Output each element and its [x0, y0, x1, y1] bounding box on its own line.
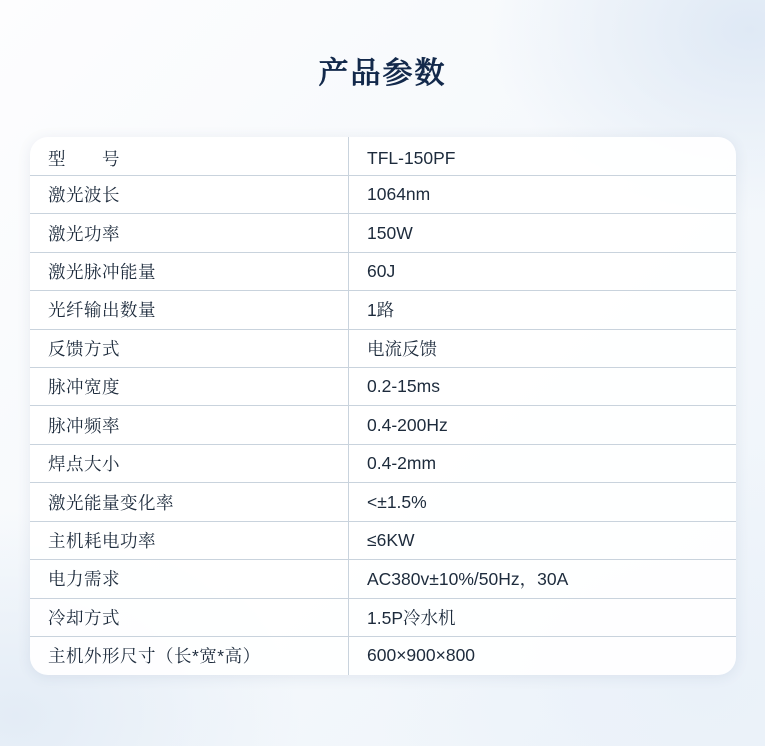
spec-value: 600×900×800 [367, 645, 476, 666]
spec-key: 冷却方式 [30, 598, 349, 636]
spec-value: 1064nm [349, 175, 737, 213]
table-row [30, 291, 736, 329]
table-row [30, 636, 736, 675]
table-row [30, 214, 736, 252]
table-row [30, 598, 736, 636]
spec-key: 激光功率 [30, 214, 349, 252]
spec-key: 激光脉冲能量 [30, 252, 349, 290]
spec-value: 0.4-2mm [349, 444, 737, 482]
spec-card [30, 137, 736, 675]
table-row [30, 175, 736, 213]
spec-value: 60J [349, 252, 737, 290]
spec-value: 电流反馈 [349, 329, 737, 367]
spec-value: TFL-150PF [349, 137, 737, 175]
spec-key: 脉冲宽度 [30, 368, 349, 406]
table-row [30, 560, 736, 598]
spec-key: 光纤输出数量 [30, 291, 349, 329]
table-row [30, 521, 736, 559]
spec-value: 0.2-15ms [349, 368, 737, 406]
spec-value: ≤6KW [349, 521, 737, 559]
table-row [30, 368, 736, 406]
spec-value: 150W [349, 214, 737, 252]
spec-key: 型 号 [30, 137, 349, 175]
spec-value: 1.5P冷水机 [349, 598, 737, 636]
table-row [30, 252, 736, 290]
table-row [30, 406, 736, 444]
page-title: 产品参数 [318, 57, 447, 90]
table-row [30, 444, 736, 482]
spec-key: 焊点大小 [30, 444, 349, 482]
spec-key: 激光能量变化率 [30, 483, 349, 521]
spec-value: 0.4-200Hz [349, 406, 737, 444]
spec-key: 主机耗电功率 [30, 521, 349, 559]
table-row [30, 483, 736, 521]
spec-table [30, 137, 736, 675]
spec-key: 反馈方式 [30, 329, 349, 367]
spec-value: AC380v±10%/50Hz，30A [349, 560, 737, 598]
spec-value: <±1.5% [349, 483, 737, 521]
table-row [30, 329, 736, 367]
spec-key: 电力需求 [30, 560, 349, 598]
spec-key: 激光波长 [30, 175, 349, 213]
table-row [30, 137, 736, 175]
spec-key: 脉冲频率 [30, 406, 349, 444]
spec-value: 1路 [349, 291, 737, 329]
spec-key: 主机外形尺寸（长*宽*高） [30, 636, 349, 675]
